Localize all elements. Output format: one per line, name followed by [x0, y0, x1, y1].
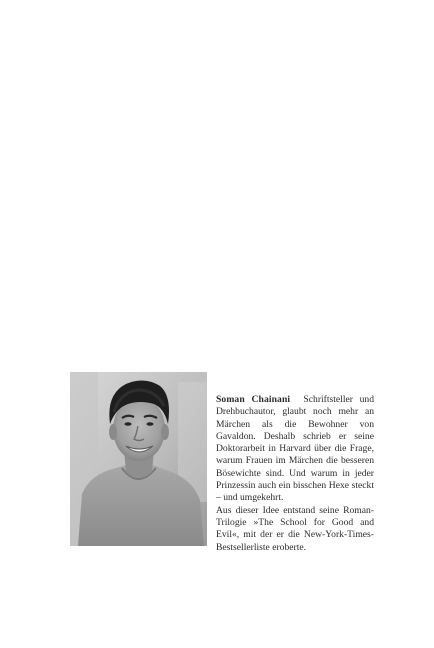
bio-paragraph-1 — [216, 394, 374, 505]
author-name: Soman Chainani — [216, 394, 291, 405]
bio-text-1: Schriftsteller und Drehbuchautor, glaubt noch mehr an Märchen als die Bewohner von Gavaldon. Deshalb schrieb er seine Doktorarbeit in Harvard über die Frage, warum Frauen im Märchen die besseren Bösewichte sind. Und warum in jeder Prinzessin auch ein bisschen Hexe steckt – und umgekehrt. — [216, 394, 374, 504]
bio-paragraph-2: Aus dieser Idee entstand seine Roman-Trilogie »The School for Good and Evil«, mit der er die New-York-Times-Bestsellerliste eroberte. — [216, 504, 374, 553]
author-photo — [70, 372, 207, 546]
author-bio — [216, 394, 374, 554]
